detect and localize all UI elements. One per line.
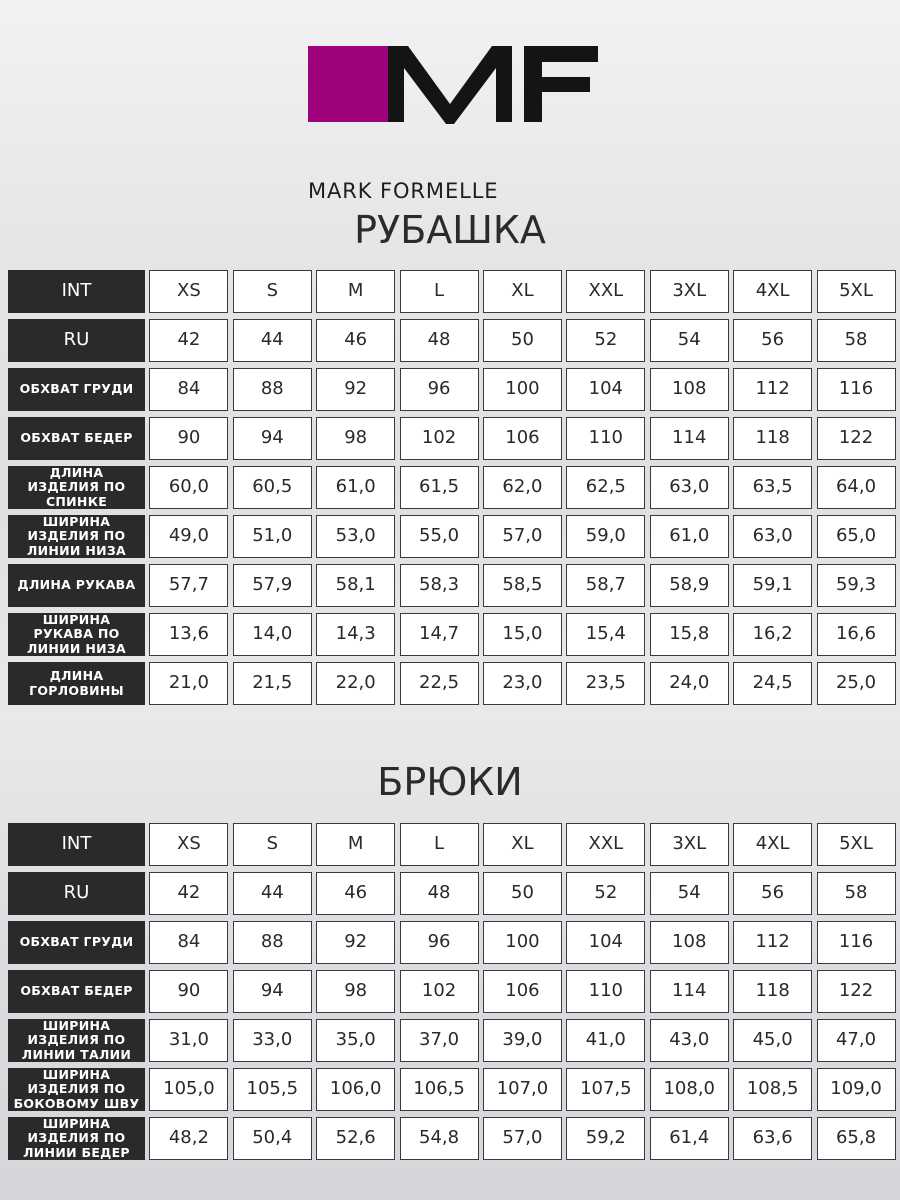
row-label: ДЛИНА ИЗДЕЛИЯ ПО СПИНКЕ	[8, 466, 145, 509]
size-value-cell: 116	[817, 368, 896, 411]
size-value-cell: 57,0	[483, 515, 562, 558]
size-value-cell: 98	[316, 417, 395, 460]
brand-wordmark: MARK FORMELLE	[308, 179, 499, 203]
size-value-cell: 58,7	[566, 564, 645, 607]
trousers-size-table	[8, 823, 896, 1160]
size-value-cell: 107,5	[566, 1068, 645, 1111]
size-value-cell: 48	[400, 872, 479, 915]
size-value-cell: 57,9	[233, 564, 312, 607]
size-value-cell: L	[400, 823, 479, 866]
size-value-cell: 122	[817, 970, 896, 1013]
size-value-cell: S	[233, 823, 312, 866]
size-value-cell: 15,8	[650, 613, 729, 656]
row-label: ДЛИНА РУКАВА	[8, 564, 145, 607]
size-value-cell: 22,0	[316, 662, 395, 705]
size-value-cell: 107,0	[483, 1068, 562, 1111]
size-value-cell: 61,4	[650, 1117, 729, 1160]
size-value-cell: XXL	[566, 270, 645, 313]
size-value-cell: 48,2	[149, 1117, 228, 1160]
size-value-cell: 96	[400, 368, 479, 411]
size-value-cell: 23,0	[483, 662, 562, 705]
size-value-cell: 94	[233, 970, 312, 1013]
size-value-cell: 108	[650, 921, 729, 964]
size-value-cell: 63,6	[733, 1117, 812, 1160]
size-value-cell: 105,0	[149, 1068, 228, 1111]
size-value-cell: 58	[817, 319, 896, 362]
size-value-cell: 116	[817, 921, 896, 964]
size-value-cell: 35,0	[316, 1019, 395, 1062]
size-value-cell: 60,0	[149, 466, 228, 509]
size-value-cell: 54,8	[400, 1117, 479, 1160]
size-value-cell: 58,9	[650, 564, 729, 607]
size-value-cell: 52	[566, 319, 645, 362]
size-value-cell: 45,0	[733, 1019, 812, 1062]
size-value-cell: 31,0	[149, 1019, 228, 1062]
size-value-cell: 58,3	[400, 564, 479, 607]
size-value-cell: 58,5	[483, 564, 562, 607]
size-value-cell: XL	[483, 270, 562, 313]
size-value-cell: 84	[149, 368, 228, 411]
size-value-cell: 61,0	[650, 515, 729, 558]
size-value-cell: 15,0	[483, 613, 562, 656]
size-value-cell: L	[400, 270, 479, 313]
row-label: ОБХВАТ ГРУДИ	[8, 921, 145, 964]
size-value-cell: XS	[149, 823, 228, 866]
size-value-cell: 106,0	[316, 1068, 395, 1111]
size-value-cell: 46	[316, 319, 395, 362]
shirt-size-table	[8, 270, 896, 705]
size-value-cell: 47,0	[817, 1019, 896, 1062]
size-value-cell: 65,8	[817, 1117, 896, 1160]
size-value-cell: 21,0	[149, 662, 228, 705]
size-value-cell: 92	[316, 921, 395, 964]
size-value-cell: 58,1	[316, 564, 395, 607]
row-label: ШИРИНА ИЗДЕЛИЯ ПО ЛИНИИ БЕДЕР	[8, 1117, 145, 1160]
size-value-cell: 104	[566, 368, 645, 411]
size-value-cell: 122	[817, 417, 896, 460]
row-label: INT	[8, 270, 145, 313]
size-value-cell: 118	[733, 417, 812, 460]
size-value-cell: 46	[316, 872, 395, 915]
size-value-cell: 16,6	[817, 613, 896, 656]
size-value-cell: 106	[483, 970, 562, 1013]
size-value-cell: 110	[566, 417, 645, 460]
size-value-cell: 59,0	[566, 515, 645, 558]
size-value-cell: M	[316, 823, 395, 866]
size-value-cell: 23,5	[566, 662, 645, 705]
row-label: ШИРИНА РУКАВА ПО ЛИНИИ НИЗА	[8, 613, 145, 656]
row-label: ОБХВАТ БЕДЕР	[8, 970, 145, 1013]
size-value-cell: 48	[400, 319, 479, 362]
size-value-cell: 22,5	[400, 662, 479, 705]
size-value-cell: 84	[149, 921, 228, 964]
size-value-cell: 110	[566, 970, 645, 1013]
size-value-cell: 56	[733, 319, 812, 362]
shirt-table-title: РУБАШКА	[354, 208, 546, 252]
size-value-cell: 14,3	[316, 613, 395, 656]
size-value-cell: 90	[149, 970, 228, 1013]
size-value-cell: 50,4	[233, 1117, 312, 1160]
size-value-cell: 50	[483, 319, 562, 362]
size-value-cell: 104	[566, 921, 645, 964]
size-value-cell: 105,5	[233, 1068, 312, 1111]
size-value-cell: 16,2	[733, 613, 812, 656]
row-label: RU	[8, 872, 145, 915]
size-value-cell: 59,3	[817, 564, 896, 607]
size-value-cell: XL	[483, 823, 562, 866]
size-value-cell: 61,5	[400, 466, 479, 509]
size-value-cell: 49,0	[149, 515, 228, 558]
size-value-cell: 42	[149, 872, 228, 915]
size-value-cell: 106,5	[400, 1068, 479, 1111]
brand-logo	[308, 46, 598, 203]
row-label: ОБХВАТ БЕДЕР	[8, 417, 145, 460]
size-value-cell: 102	[400, 417, 479, 460]
size-value-cell: 25,0	[817, 662, 896, 705]
size-value-cell: 108,5	[733, 1068, 812, 1111]
size-value-cell: 96	[400, 921, 479, 964]
size-value-cell: 52,6	[316, 1117, 395, 1160]
size-value-cell: 5XL	[817, 823, 896, 866]
size-value-cell: 63,0	[650, 466, 729, 509]
size-value-cell: 14,0	[233, 613, 312, 656]
size-value-cell: 5XL	[817, 270, 896, 313]
size-value-cell: 94	[233, 417, 312, 460]
size-value-cell: 37,0	[400, 1019, 479, 1062]
size-value-cell: 92	[316, 368, 395, 411]
size-value-cell: 55,0	[400, 515, 479, 558]
size-value-cell: 21,5	[233, 662, 312, 705]
row-label: ШИРИНА ИЗДЕЛИЯ ПО БОКОВОМУ ШВУ	[8, 1068, 145, 1111]
size-value-cell: 54	[650, 872, 729, 915]
size-value-cell: 118	[733, 970, 812, 1013]
size-value-cell: 39,0	[483, 1019, 562, 1062]
size-value-cell: 52	[566, 872, 645, 915]
size-value-cell: XXL	[566, 823, 645, 866]
size-value-cell: XS	[149, 270, 228, 313]
size-value-cell: 13,6	[149, 613, 228, 656]
size-value-cell: 44	[233, 319, 312, 362]
size-value-cell: 102	[400, 970, 479, 1013]
row-label: INT	[8, 823, 145, 866]
row-label: ДЛИНА ГОРЛОВИНЫ	[8, 662, 145, 705]
size-value-cell: 14,7	[400, 613, 479, 656]
size-value-cell: 57,7	[149, 564, 228, 607]
size-value-cell: 4XL	[733, 270, 812, 313]
mf-logo-mark	[308, 46, 598, 126]
size-value-cell: 41,0	[566, 1019, 645, 1062]
size-value-cell: 106	[483, 417, 562, 460]
size-value-cell: 88	[233, 921, 312, 964]
row-label: ШИРИНА ИЗДЕЛИЯ ПО ЛИНИИ НИЗА	[8, 515, 145, 558]
size-value-cell: 57,0	[483, 1117, 562, 1160]
size-value-cell: 50	[483, 872, 562, 915]
size-value-cell: 59,1	[733, 564, 812, 607]
size-value-cell: 61,0	[316, 466, 395, 509]
size-value-cell: 88	[233, 368, 312, 411]
size-value-cell: 60,5	[233, 466, 312, 509]
row-label: RU	[8, 319, 145, 362]
size-value-cell: 90	[149, 417, 228, 460]
size-value-cell: 51,0	[233, 515, 312, 558]
size-value-cell: 58	[817, 872, 896, 915]
size-value-cell: 98	[316, 970, 395, 1013]
size-value-cell: 3XL	[650, 270, 729, 313]
size-value-cell: 100	[483, 368, 562, 411]
size-value-cell: 43,0	[650, 1019, 729, 1062]
size-value-cell: 109,0	[817, 1068, 896, 1111]
size-value-cell: 108,0	[650, 1068, 729, 1111]
size-value-cell: 63,0	[733, 515, 812, 558]
size-value-cell: 44	[233, 872, 312, 915]
row-label: ОБХВАТ ГРУДИ	[8, 368, 145, 411]
size-value-cell: 54	[650, 319, 729, 362]
size-value-cell: 108	[650, 368, 729, 411]
size-value-cell: 112	[733, 921, 812, 964]
size-value-cell: 56	[733, 872, 812, 915]
size-value-cell: 114	[650, 417, 729, 460]
size-value-cell: 3XL	[650, 823, 729, 866]
size-value-cell: M	[316, 270, 395, 313]
row-label: ШИРИНА ИЗДЕЛИЯ ПО ЛИНИИ ТАЛИИ	[8, 1019, 145, 1062]
size-value-cell: 63,5	[733, 466, 812, 509]
size-value-cell: 59,2	[566, 1117, 645, 1160]
size-value-cell: 62,0	[483, 466, 562, 509]
size-value-cell: 64,0	[817, 466, 896, 509]
size-value-cell: 42	[149, 319, 228, 362]
size-value-cell: 24,0	[650, 662, 729, 705]
size-value-cell: 33,0	[233, 1019, 312, 1062]
size-value-cell: 112	[733, 368, 812, 411]
size-value-cell: 65,0	[817, 515, 896, 558]
size-value-cell: 4XL	[733, 823, 812, 866]
size-value-cell: 62,5	[566, 466, 645, 509]
size-value-cell: 53,0	[316, 515, 395, 558]
size-value-cell: 100	[483, 921, 562, 964]
size-value-cell: 24,5	[733, 662, 812, 705]
size-value-cell: 114	[650, 970, 729, 1013]
size-value-cell: 15,4	[566, 613, 645, 656]
trousers-table-title: БРЮКИ	[377, 760, 523, 804]
size-value-cell: S	[233, 270, 312, 313]
